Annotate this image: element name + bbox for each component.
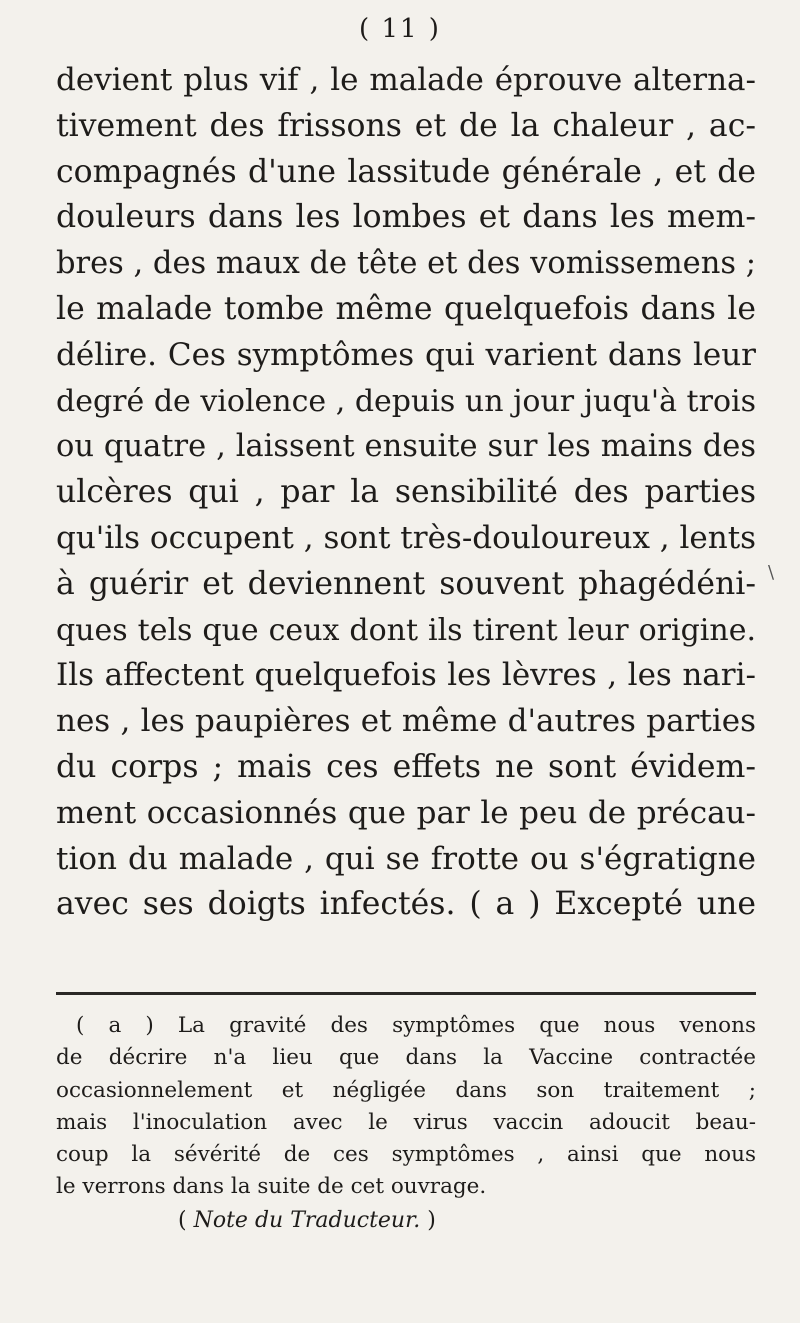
body-line: délire. Ces symptômes qui varient dans leur: [56, 336, 756, 373]
credit-close-paren: ): [427, 1207, 436, 1233]
body-line: compagnés d'une lassitude générale , et de: [56, 153, 756, 190]
footnote-line: mais l'inoculation avec le virus vaccin adoucit beau-: [56, 1109, 756, 1135]
body-line: tivement des frissons et de la chaleur , ac-: [56, 107, 756, 144]
footnote-line: de décrire n'a lieu que dans la Vaccine contractée: [56, 1045, 756, 1071]
footnote-line: ( a ) La gravité des symptômes que nous venons: [76, 1013, 756, 1038]
footnote: [56, 1010, 756, 1238]
body-line: ulcères qui , par la sensibilité des parties: [56, 474, 756, 511]
body-line: bres , des maux de tête et des vomissemens ;: [56, 246, 756, 282]
body-line: à guérir et deviennent souvent phagédéni-: [56, 565, 756, 602]
translator-note-credit: [56, 1204, 756, 1238]
body-line: avec ses doigts infectés. ( a ) Excepté une: [56, 886, 756, 923]
page-number: ( 11 ): [359, 14, 441, 44]
body-line: Ils affectent quelquefois les lèvres , les nari-: [56, 657, 756, 694]
footnote-line: occasionnelement et négligée dans son traitement ;: [56, 1077, 756, 1103]
body-line: nes , les paupières et même d'autres parties: [56, 703, 756, 740]
body-line: degré de violence , depuis un jour juqu'à trois: [56, 383, 756, 419]
body-line: le malade tombe même quelquefois dans le: [56, 290, 756, 327]
footnote-line: le verrons dans la suite de cet ouvrage.: [56, 1174, 487, 1200]
credit-text: Note du Traducteur.: [193, 1207, 421, 1233]
footnote-divider: [56, 992, 756, 995]
body-line: du corps ; mais ces effets ne sont évidem-: [56, 748, 756, 785]
body-line: tion du malade , qui se frotte ou s'égratigne: [56, 840, 756, 877]
margin-mark: \: [768, 562, 775, 583]
credit-open-paren: (: [178, 1207, 187, 1233]
body-line: ou quatre , laissent ensuite sur les mains des: [56, 429, 756, 465]
body-line: ques tels que ceux dont ils tirent leur origine.: [56, 612, 756, 648]
footnote-line: coup la sévérité de ces symptômes , ainsi que nous: [56, 1142, 756, 1168]
body-line: ment occasionnés que par le peu de précau-: [56, 794, 756, 831]
body-line: devient plus vif , le malade éprouve alterna-: [56, 62, 756, 98]
body-line: douleurs dans les lombes et dans les mem-: [56, 199, 756, 236]
body-text: [56, 58, 756, 928]
body-line: qu'ils occupent , sont très-douloureux , lents: [56, 519, 757, 556]
